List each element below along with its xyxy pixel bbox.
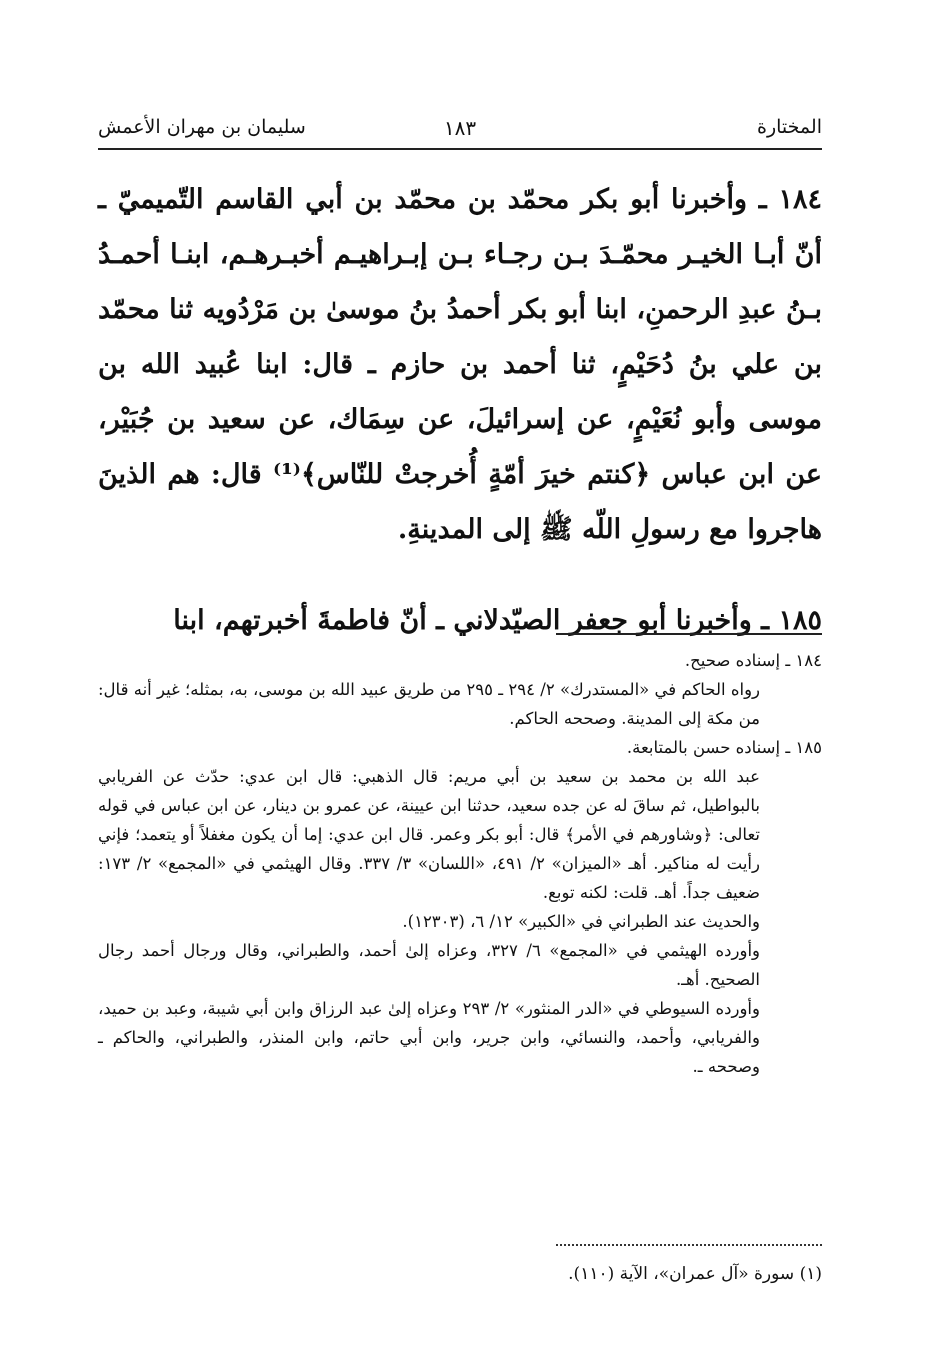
chapter-title: سليمان بن مهران الأعمش — [98, 116, 306, 138]
footnote-divider — [556, 1244, 822, 1246]
note-184-body: رواه الحاكم في «المستدرك» ٢/ ٢٩٤ ـ ٢٩٥ من طريق عبيد الله بن موسى، به، بمثله؛ غير أنه قال: من مكة إلى المدينة. وصححه الحاكم. — [98, 680, 761, 728]
note-184-heading: ١٨٤ ـ إسناده صحيح. — [684, 651, 822, 670]
page-number: ١٨٣ — [443, 116, 477, 140]
book-title: المختارة — [757, 116, 822, 138]
notes-divider — [556, 633, 822, 635]
note-185-paragraph-1: عبد الله بن محمد بن سعيد بن أبي مريم: قال الذهبي: قال ابن عدي: حدّث عن الفريابي بالبواطيل، ثم ساقَ له عن جده سعيد، حدثنا ابن عيينة، عن عمرو بن دينار، عن ابن عباس في قوله تعالى: ﴿وشاورهم في الأمر﴾ قال: أبو بكر وعمر. قال ابن عدي: إما أن يكون مغفلاً أو يتعمد؛ فإني رأيت له مناكير. أهـ «الميزان» ٢/ ٤٩١، «اللسان» ٣/ ٣٣٧. وقال الهيثمي في «المجمع» ٢/ ١٧٣: ضعيف جداً. أهـ. قلت: لكنه توبع. — [98, 767, 760, 902]
hadith-185: ١٨٥ ـ وأخبرنا أبو جعفر الصيّدلاني ـ أنّ فاطمةَ أخبرتهم، ابنا — [173, 605, 822, 636]
hadith-184: ١٨٤ ـ وأخبرنا أبو بكر محمّد بن محمّد بن أبي القاسم التّميميّ ـ أنّ أبـا الخيـر محمّـدَ بـن رجـاء بـن إبـراهيـم أخبـرهـم، ابنـا أحمـدُ بـنُ عبدِ الرحمنِ، ابنا أبو بكر أحمدُ بنُ موسىٰ بن مَرْدُويه ثنا محمّد بن علي بنُ دُحَيْمٍ، ثنا أحمد بن حازم ـ قال: ابنا عُبيد الله بن موسى وأبو نُعَيْمٍ، عن إسرائيلَ، عن سِمَاك، عن سعيد بن جُبَيْر، عن ابن عباس ﴿كنتم خيرَ أمّةٍ أُخرجتْ للنّاس﴾⁽¹⁾ قال: هم الذينَ هاجروا مع رسولِ اللّه ﷺ إلى المدينةِ. — [98, 184, 822, 545]
note-185-paragraph-4: وأورده السيوطي في «الدر المنثور» ٢/ ٢٩٣ وعزاه إلىٰ عبد الرزاق وابن أبي شيبة، وعبد بن حميد، والفريابي، وأحمد، والنسائي، وابن جرير، وابن أبي حاتم، وابن المنذر، والطبراني، والحاكم ـ وصححه ـ. — [98, 999, 760, 1076]
note-185-heading: ١٨٥ ـ إسناده حسن بالمتابعة. — [626, 738, 822, 757]
note-185-paragraph-2: والحديث عند الطبراني في «الكبير» ١٢/ ٦، (١٢٣٠٣). — [402, 912, 760, 931]
note-185-paragraph-3: وأورده الهيثمي في «المجمع» ٦/ ٣٢٧، وعزاه إلىٰ أحمد، والطبراني، وقال ورجال أحمد رجال الصحيح. أهـ. — [98, 941, 760, 989]
main-text — [98, 172, 822, 557]
commentary-notes — [98, 646, 822, 1081]
running-header — [98, 112, 822, 150]
footnote-1: (١) سورة «آل عمران»، الآية (١١٠). — [568, 1264, 822, 1284]
